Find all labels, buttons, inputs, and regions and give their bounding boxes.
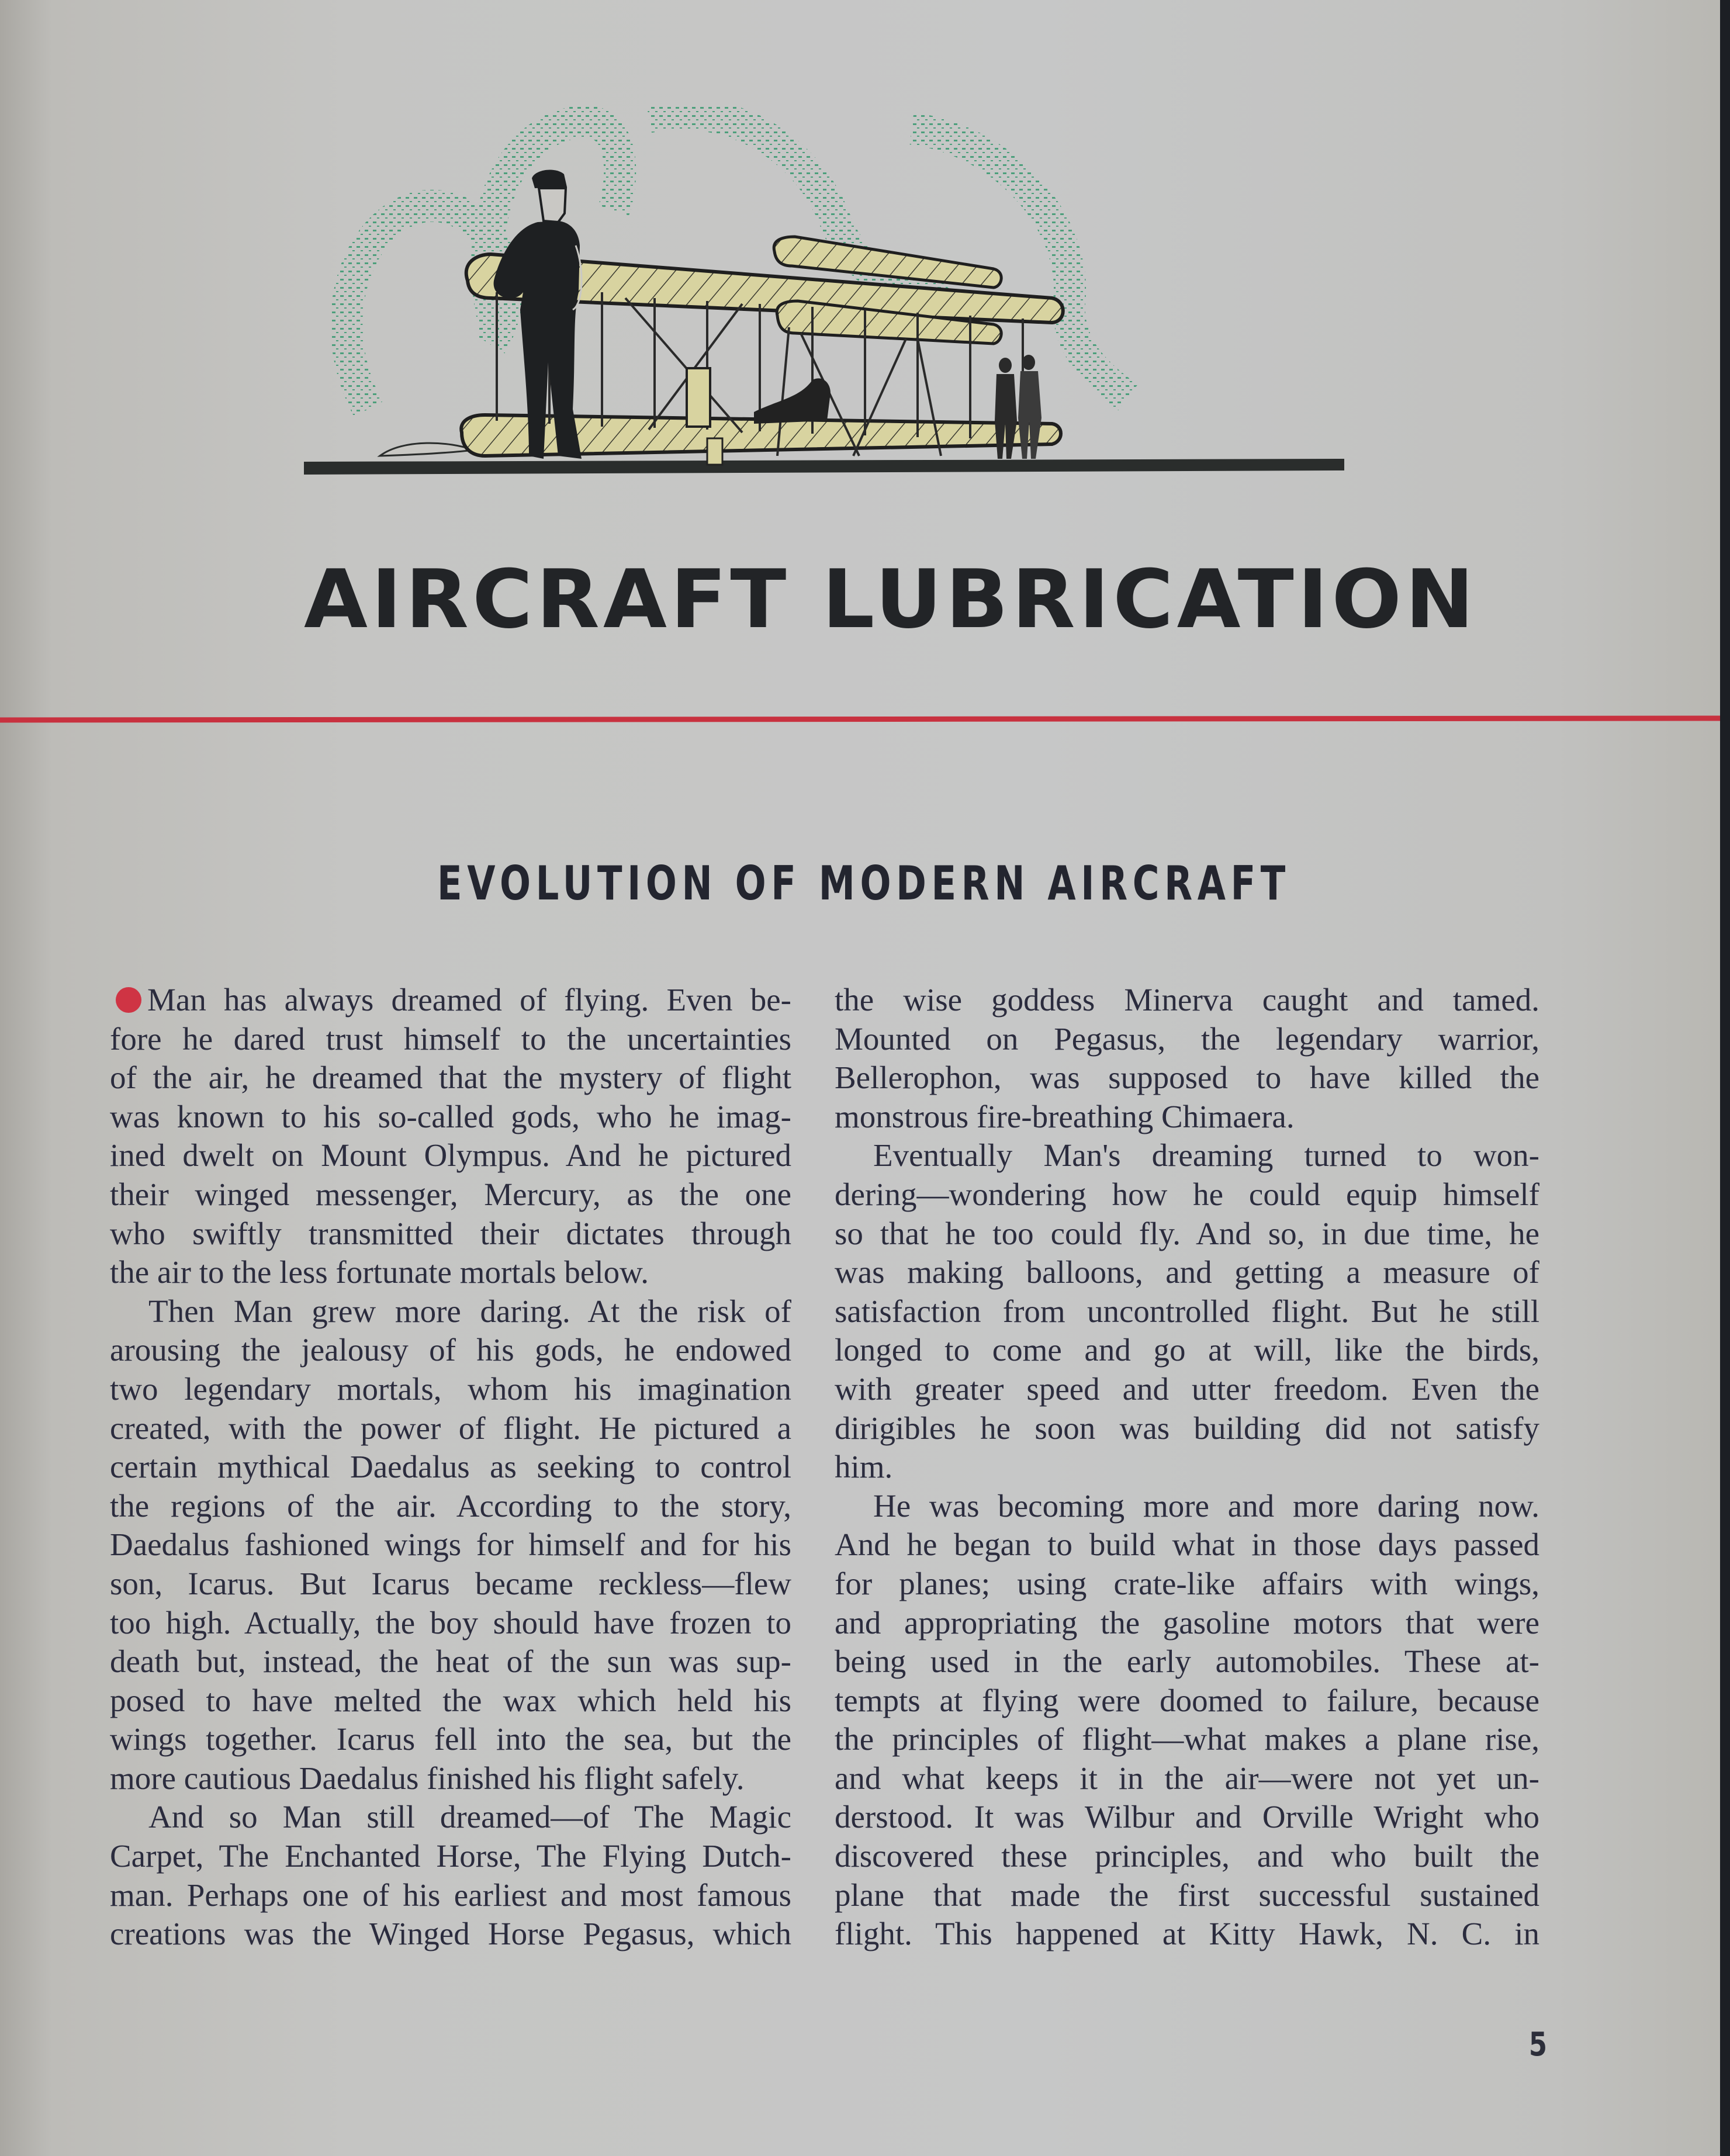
text-line: him. [835, 1449, 893, 1485]
text-line: more cautious Daedalus finished his flight safely. [110, 1760, 745, 1796]
section-heading: EVOLUTION OF MODERN AIRCRAFT [437, 856, 1290, 911]
text-line: posed to have melted the wax which held his [110, 1682, 791, 1718]
text-line: arousing the jealousy of his gods, he endowed [110, 1332, 791, 1368]
red-bullet-icon [116, 987, 141, 1013]
right-column [835, 981, 1539, 1954]
text-line: dering—wondering how he could equip himself [835, 1176, 1539, 1212]
text-line: so that he too could fly. And so, in due time, he [835, 1215, 1539, 1251]
text-line: Carpet, The Enchanted Horse, The Flying Dutch- [110, 1838, 791, 1874]
text-line: dirigibles he soon was building did not satisfy [835, 1410, 1539, 1446]
text-line: was making balloons, and getting a measure of [835, 1254, 1539, 1290]
text-line: two legendary mortals, whom his imagination [110, 1371, 791, 1407]
text-line: creations was the Winged Horse Pegasus, which [110, 1916, 791, 1952]
text-line: And so Man still dreamed—of The Magic [148, 1799, 791, 1835]
text-line: He was becoming more and more daring now. [873, 1487, 1539, 1524]
text-line: for planes; using crate-like affairs with wings, [835, 1565, 1539, 1601]
text-line: Then Man grew more daring. At the risk of [148, 1293, 791, 1329]
text-line: man. Perhaps one of his earliest and most famous [110, 1877, 791, 1913]
text-line: tempts at flying were doomed to failure, because [835, 1682, 1539, 1718]
text-line: longed to come and go at will, like the birds, [835, 1332, 1539, 1368]
pilot-figure [754, 378, 831, 424]
text-line: and appropriating the gasoline motors that were [835, 1604, 1539, 1641]
text-line: plane that made the first successful sustained [835, 1877, 1539, 1913]
text-line: who swiftly transmitted their dictates through [110, 1215, 791, 1251]
text-line: monstrous fire-breathing Chimaera. [835, 1098, 1295, 1134]
text-line: Eventually Man's dreaming turned to won- [873, 1137, 1539, 1174]
text-line: wings together. Icarus fell into the sea, but the [110, 1721, 791, 1757]
text-line: satisfaction from uncontrolled flight. But he still [835, 1293, 1539, 1329]
wright-flyer-illustration [298, 105, 1368, 485]
text-line: the wise goddess Minerva caught and tamed. [835, 982, 1539, 1018]
text-line: was known to his so-called gods, who he imag- [110, 1098, 791, 1134]
text-line: Mounted on Pegasus, the legendary warrior, [835, 1020, 1539, 1057]
text-line: son, Icarus. But Icarus became reckless—flew [110, 1565, 791, 1601]
text-line: and what keeps it in the air—were not yet un- [835, 1760, 1539, 1796]
page-title: AIRCRAFT LUBRICATION [304, 552, 1478, 646]
text-line: And he began to build what in those days passed [835, 1527, 1539, 1563]
text-line: created, with the power of flight. He pictured a [110, 1410, 791, 1446]
text-line: ined dwelt on Mount Olympus. And he pictured [110, 1137, 791, 1174]
text-line: discovered these principles, and who built the [835, 1838, 1539, 1874]
text-line: Bellerophon, was supposed to have killed the [835, 1060, 1539, 1096]
text-line: of the air, he dreamed that the mystery of flight [110, 1060, 791, 1096]
text-line: being used in the early automobiles. These at- [835, 1643, 1539, 1680]
text-line: flight. This happened at Kitty Hawk, N. C. in [835, 1916, 1539, 1952]
ground-line [304, 459, 1344, 475]
red-divider-rule [0, 715, 1720, 722]
left-column [110, 981, 791, 1954]
text-line: Man has always dreamed of flying. Even be- [110, 981, 791, 1020]
text-line: the principles of flight—what makes a plane rise, [835, 1721, 1539, 1757]
text-line: their winged messenger, Mercury, as the one [110, 1176, 791, 1212]
text-line: certain mythical Daedalus as seeking to control [110, 1449, 791, 1485]
page-edge-strip [1720, 0, 1730, 2156]
page-number: 5 [1528, 2026, 1548, 2064]
text-line: fore he dared trust himself to the uncertainties [110, 1020, 791, 1057]
text-line: derstood. It was Wilbur and Orville Wright who [835, 1799, 1539, 1835]
text-line: the regions of the air. According to the story, [110, 1487, 791, 1524]
text-line: the air to the less fortunate mortals below. [110, 1254, 649, 1290]
text-line: too high. Actually, the boy should have frozen to [110, 1604, 791, 1641]
text-line: Daedalus fashioned wings for himself and for his [110, 1527, 791, 1563]
text-line: with greater speed and utter freedom. Even the [835, 1371, 1539, 1407]
text-line: death but, instead, the heat of the sun was sup- [110, 1643, 791, 1680]
